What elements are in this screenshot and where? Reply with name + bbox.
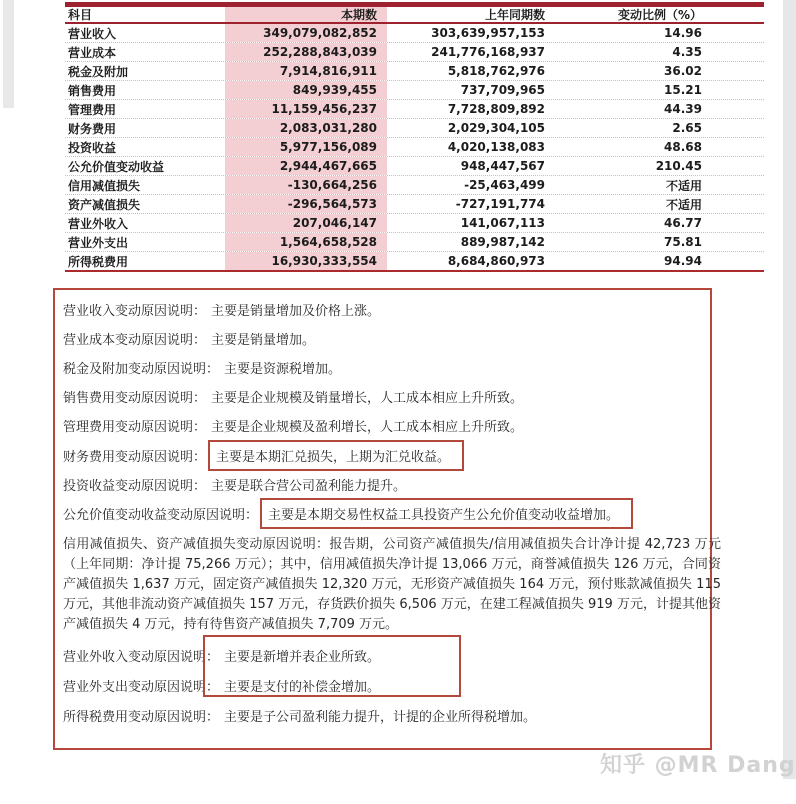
table-row (65, 119, 764, 138)
cell-spacer (702, 176, 764, 194)
cell-change-ratio: 36.02 (664, 64, 702, 78)
annotation-box-nonoperating-items (203, 635, 461, 697)
cell-change-ratio: 4.35 (672, 45, 702, 59)
cell-prior-period: -727,191,774 (455, 197, 545, 211)
cell-current-period: 2,083,031,280 (225, 119, 387, 137)
cell-current-period: 207,046,147 (225, 214, 387, 232)
table-row (65, 195, 764, 214)
cell-current-period: -130,664,256 (225, 176, 387, 194)
cell-prior-period: -25,463,499 (464, 178, 545, 192)
cell-spacer (702, 195, 764, 213)
table-row (65, 24, 764, 43)
column-header-current-period: 本期数 (225, 7, 387, 22)
explanation-line (63, 700, 536, 730)
explanation-label: 营业成本变动原因说明： (63, 332, 207, 348)
cell-subject: 投资收益 (68, 140, 117, 155)
explanation-value: 主要是销量增加及价格上涨。 (211, 303, 381, 319)
cell-subject: 销售费用 (68, 83, 117, 98)
cell-prior-period: 8,684,860,973 (447, 254, 545, 268)
cell-current-period: 252,288,843,039 (225, 43, 387, 61)
explanation-line (63, 498, 633, 528)
cell-current-period: -296,564,573 (225, 195, 387, 213)
cell-current-period: 2,944,467,665 (225, 157, 387, 175)
explanation-label: 销售费用变动原因说明： (63, 390, 207, 406)
cell-spacer (702, 62, 764, 80)
page-edge-strip-left (3, 0, 14, 108)
cell-change-ratio: 48.68 (664, 140, 702, 154)
cell-subject: 管理费用 (68, 102, 117, 117)
explanation-value: 主要是企业规模及销量增长，人工成本相应上升所致。 (211, 390, 524, 406)
cell-spacer (702, 43, 764, 61)
cell-change-ratio: 15.21 (664, 83, 702, 97)
cell-change-ratio: 14.96 (664, 26, 702, 40)
table-row (65, 43, 764, 62)
explanation-line (63, 323, 315, 353)
cell-subject: 资产减值损失 (68, 197, 141, 212)
cell-current-period: 849,939,455 (225, 81, 387, 99)
cell-subject: 公允价值变动收益 (68, 159, 165, 174)
cell-prior-period: 241,776,168,937 (431, 45, 545, 59)
cell-prior-period: 7,728,809,892 (447, 102, 545, 116)
cell-subject: 所得税费用 (68, 254, 129, 269)
financial-statement-table (65, 2, 764, 272)
explanations-box (53, 288, 721, 750)
cell-spacer (702, 233, 764, 251)
cell-spacer (702, 24, 764, 42)
explanation-value: 主要是联合营公司盈利能力提升。 (211, 478, 407, 494)
zhihu-watermark: 知乎 @MR Dang (600, 753, 796, 778)
explanation-label: 营业外支出变动原因说明： (63, 679, 220, 695)
table-row (65, 233, 764, 252)
explanation-line (63, 440, 464, 470)
cell-change-ratio: 44.39 (664, 102, 702, 116)
cell-spacer (702, 252, 764, 270)
table-row (65, 62, 764, 81)
cell-subject: 财务费用 (68, 121, 117, 136)
cell-prior-period: 2,029,304,105 (447, 121, 545, 135)
explanation-value: 主要是企业规模及盈利增长，人工成本相应上升所致。 (211, 419, 524, 435)
cell-change-ratio: 2.65 (672, 121, 702, 135)
column-header-change-ratio: 变动比例（%） (617, 8, 702, 22)
cell-current-period: 16,930,333,554 (225, 252, 387, 270)
explanation-label: 税金及附加变动原因说明： (63, 361, 220, 377)
explanation-value: 主要是销量增加。 (211, 332, 316, 348)
impairment-loss-explanation: 信用减值损失、资产减值损失变动原因说明：报告期，公司资产减值损失/信用减值损失合计净计提 42,723 万元（上年同期：净计提 75,266 万元）；其中，信用减值损失净计提 13,066 万元，商誉减值损失 126 万元，合同资产减值损失 1,637 万元，固定资产减值损失 12,320 万元，无形资产减值损失 164 万元，预付账款减值损失 115 万元，其他非流动资产减值损失 157 万元，存货跌价损失 6,506 万元，在建工程减值损失 919 万元，计提其他资产减值损失 4 万元，持有待售资产减值损失 7,709 万元。 (63, 537, 721, 632)
cell-current-period: 349,079,082,852 (225, 24, 387, 42)
table-row (65, 138, 764, 157)
cell-subject: 营业外收入 (68, 216, 129, 231)
explanation-value: 主要是新增并表企业所致。 (224, 649, 381, 665)
explanation-label: 所得税费用变动原因说明： (63, 709, 220, 725)
cell-spacer (702, 119, 764, 137)
explanation-value: 主要是子公司盈利能力提升，计提的企业所得税增加。 (224, 709, 537, 725)
explanation-label: 公允价值变动收益变动原因说明： (63, 507, 259, 523)
cell-spacer (702, 214, 764, 232)
explanation-label: 投资收益变动原因说明： (63, 478, 207, 494)
cell-spacer (702, 157, 764, 175)
explanation-value: 主要是本期汇兑损失，上期为汇兑收益。 (208, 440, 464, 471)
cell-spacer (702, 138, 764, 156)
table-row (65, 252, 764, 272)
table-row (65, 81, 764, 100)
explanation-value: 主要是资源税增加。 (224, 361, 342, 377)
explanation-line (63, 469, 406, 499)
explanation-line (63, 410, 523, 440)
cell-current-period: 7,914,816,911 (225, 62, 387, 80)
table-row (65, 176, 764, 195)
explanation-label: 营业收入变动原因说明： (63, 303, 207, 319)
cell-change-ratio: 94.94 (664, 254, 702, 268)
cell-prior-period: 5,818,762,976 (447, 64, 545, 78)
cell-change-ratio: 不适用 (665, 178, 702, 193)
table-row (65, 100, 764, 119)
explanation-line (63, 352, 341, 382)
cell-current-period: 5,977,156,089 (225, 138, 387, 156)
cell-current-period: 1,564,658,528 (225, 233, 387, 251)
table-header-row (65, 7, 764, 24)
explanation-line (63, 381, 523, 411)
cell-change-ratio: 46.77 (664, 216, 702, 230)
cell-subject: 营业成本 (68, 45, 117, 60)
explanation-value: 主要是本期交易性权益工具投资产生公允价值变动收益增加。 (260, 498, 633, 529)
cell-prior-period: 889,987,142 (460, 235, 545, 249)
cell-subject: 信用减值损失 (68, 178, 141, 193)
column-header-subject: 科目 (68, 8, 93, 22)
cell-prior-period: 4,020,138,083 (447, 140, 545, 154)
explanation-label: 营业外收入变动原因说明： (63, 649, 220, 665)
explanation-value: 主要是支付的补偿金增加。 (224, 679, 381, 695)
cell-prior-period: 303,639,957,153 (431, 26, 545, 40)
cell-prior-period: 948,447,567 (460, 159, 545, 173)
explanation-label: 管理费用变动原因说明： (63, 419, 207, 435)
explanation-label: 财务费用变动原因说明： (63, 449, 207, 465)
cell-subject: 税金及附加 (68, 64, 129, 79)
cell-prior-period: 737,709,965 (460, 83, 545, 97)
cell-subject: 营业外支出 (68, 235, 129, 250)
cell-current-period: 11,159,456,237 (225, 100, 387, 118)
cell-spacer (702, 100, 764, 118)
column-header-prior-period: 上年同期数 (484, 8, 545, 22)
explanation-line (63, 294, 380, 324)
cell-spacer (702, 81, 764, 99)
table-body (65, 24, 764, 272)
cell-change-ratio: 75.81 (664, 235, 702, 249)
cell-change-ratio: 不适用 (665, 197, 702, 212)
table-row (65, 214, 764, 233)
cell-subject: 营业收入 (68, 26, 117, 41)
cell-prior-period: 141,067,113 (460, 216, 545, 230)
cell-change-ratio: 210.45 (655, 159, 702, 173)
table-row (65, 157, 764, 176)
page-edge-strip-right (783, 0, 796, 779)
column-header-spacer (702, 7, 764, 22)
